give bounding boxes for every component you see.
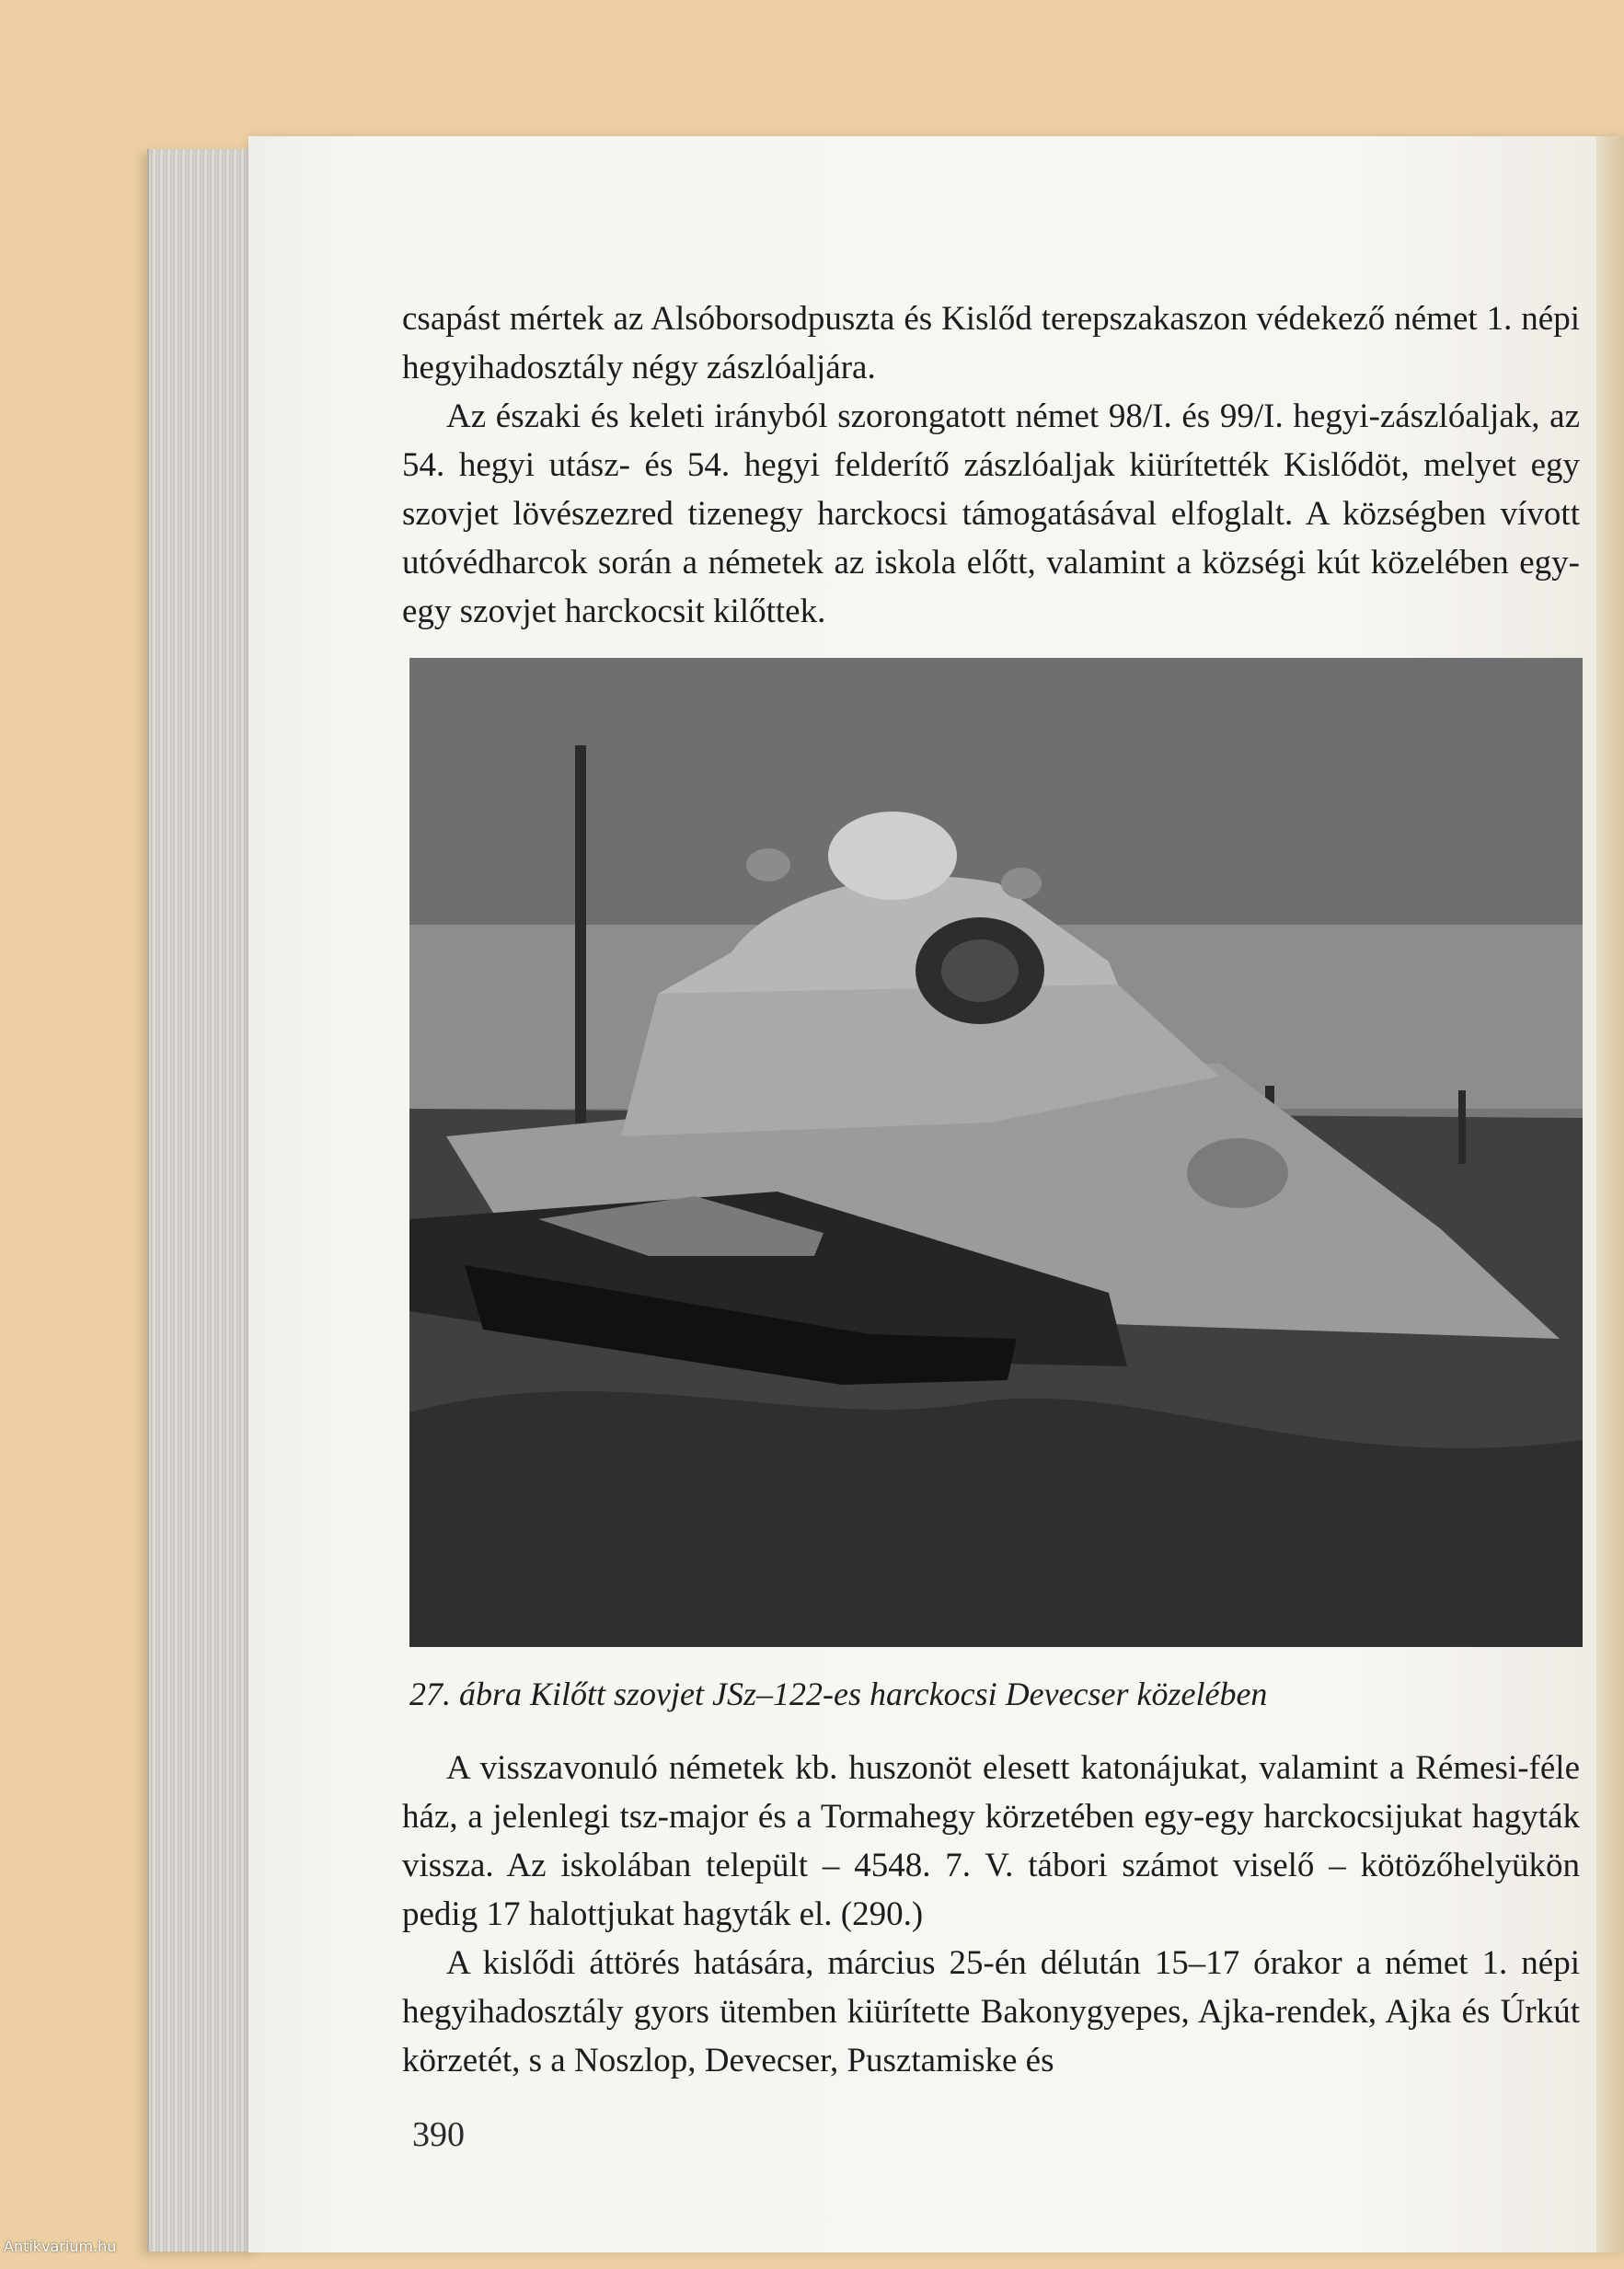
watermark: Antikvarium.hu: [4, 2238, 117, 2255]
page-number: 390: [412, 2115, 465, 2154]
figure-caption: 27. ábra Kilőtt szovjet JSz–122-es harckocsi Devecser közelében: [409, 1676, 1268, 1712]
paragraph: Az északi és keleti irányból szorongatott német 98/I. és 99/I. hegyi-zászlóaljak, az 54. hegyi utász- és 54. hegyi felderítő zászlóaljak kiürítették Kislődöt, melyet egy szovjet lövészezred tizenegy harckocsi támogatásával elfoglalt. A községben vívott utóvédharcok során a németek az iskola előtt, valamint a községi kút közelében egy-egy szovjet harckocsit kilőttek.: [402, 397, 1580, 630]
paragraph: csapást mértek az Alsóborsodpuszta és Kislőd terepszakaszon védekező német 1. népi hegyihadosztály négy zászlóaljára.: [402, 300, 1580, 386]
paragraph: A kislődi áttörés hatására, március 25-én délután 15–17 órakor a német 1. népi hegyihadosztály gyors ütemben kiürítette Bakonygyepes, Ajka-rendek, Ajka és Úrkút körzetét, s a Noszlop, Devecser, Pusztamiske és: [402, 1944, 1580, 2079]
tank-photo-illustration: [409, 658, 1583, 1647]
facing-page-edge: [1596, 136, 1624, 2252]
tank-photograph: [409, 658, 1583, 1647]
text-block-bottom: [402, 1744, 1580, 2085]
text-block-top: [402, 294, 1580, 636]
book-page-stack: [147, 149, 259, 2252]
paragraph: A visszavonuló németek kb. huszonöt elesett katonájukat, valamint a Rémesi-féle ház, a jelenlegi tsz-major és a Tormahegy körzetében egy-egy harckocsijukat hagyták vissza. Az iskolában települt – 4548. 7. V. tábori számot viselő – kötözőhelyükön pedig 17 halottjukat hagyták el. (290.): [402, 1749, 1580, 1933]
